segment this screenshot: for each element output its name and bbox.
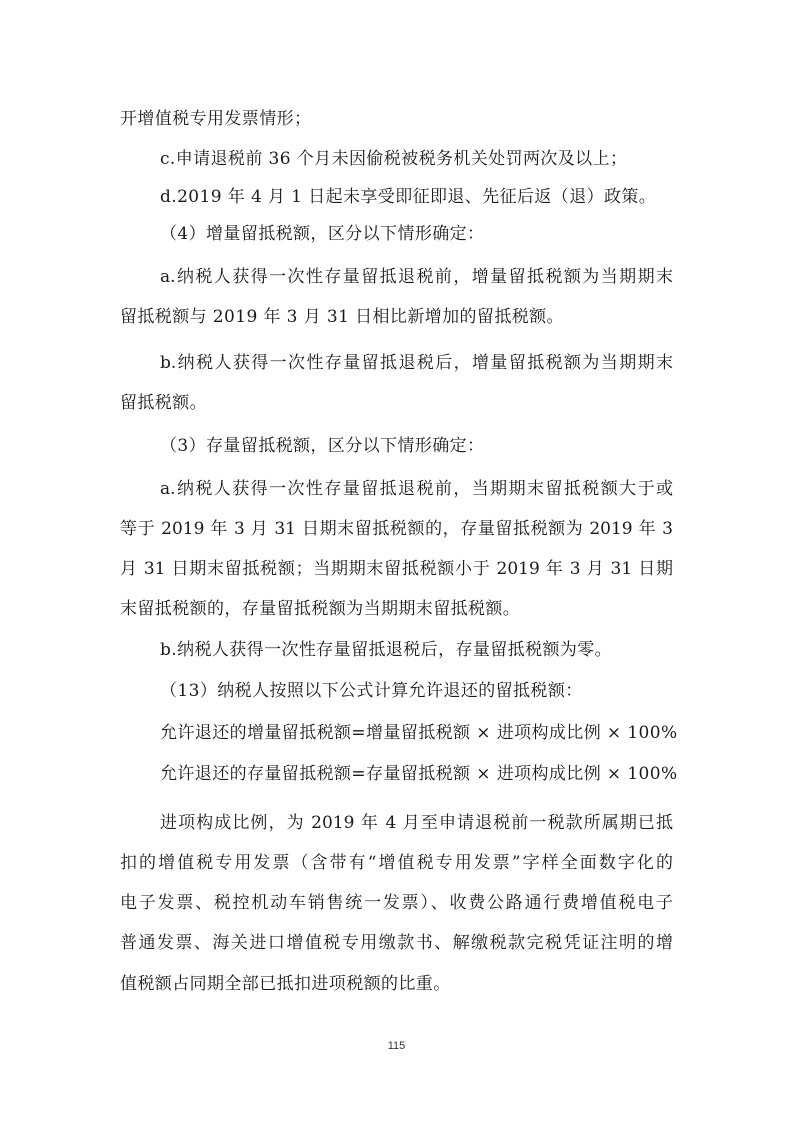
text-line: 电子发票、税控机动车销售统一发票）、收费公路通行费增值税电子 [120,893,673,913]
formula-line: 允许退还的存量留抵税额=存量留抵税额 × 进项构成比例 × 100% [160,764,678,784]
text-line: 留抵税额与 2019 年 3 月 31 日相比新增加的留抵税额。 [120,307,564,327]
text-line: 月 31 日期末留抵税额；当期期末留抵税额小于 2019 年 3 月 31 日期 [120,559,673,579]
text-line: b.纳税人获得一次性存量留抵退税后，增量留抵税额为当期期末 [160,353,673,373]
text-line: 开增值税专用发票情形； [120,109,312,129]
text-line: b.纳税人获得一次性存量留抵退税后，存量留抵税额为零。 [160,640,613,660]
text-line: c.申请退税前 36 个月未因偷税被税务机关处罚两次及以上； [160,149,628,169]
text-line: 普通发票、海关进口增值税专用缴款书、解缴税款完税凭证注明的增 [120,933,673,953]
text-line: 值税额占同期全部已抵扣进项税额的比重。 [120,974,451,994]
text-line: 末留抵税额的，存量留抵税额为当期期末留抵税额。 [120,599,521,619]
text-line: a.纳税人获得一次性存量留抵退税前，当期期末留抵税额大于或 [160,479,673,499]
text-line: 留抵税额。 [120,393,207,413]
text-line: 扣的增值税专用发票（含带有“增值税专用发票”字样全面数字化的 [120,853,673,873]
text-line: 进项构成比例，为 2019 年 4 月至申请退税前一税款所属期已抵 [160,813,673,833]
text-line: a.纳税人获得一次性存量留抵退税前，增量留抵税额为当期期末 [160,267,673,287]
text-line: （13）纳税人按照以下公式计算允许退还的留抵税额： [160,681,583,701]
text-line: d.2019 年 4 月 1 日起未享受即征即退、先征后返（退）政策。 [160,187,657,207]
text-line: （3）存量留抵税额，区分以下情形确定： [160,436,485,456]
text-line: 等于 2019 年 3 月 31 日期末留抵税额的，存量留抵税额为 2019 年 3 [120,519,673,539]
text-line: （4）增量留抵税额，区分以下情形确定： [160,224,485,244]
formula-line: 允许退还的增量留抵税额=增量留抵税额 × 进项构成比例 × 100% [160,723,678,743]
page-number: 115 [387,1040,406,1052]
